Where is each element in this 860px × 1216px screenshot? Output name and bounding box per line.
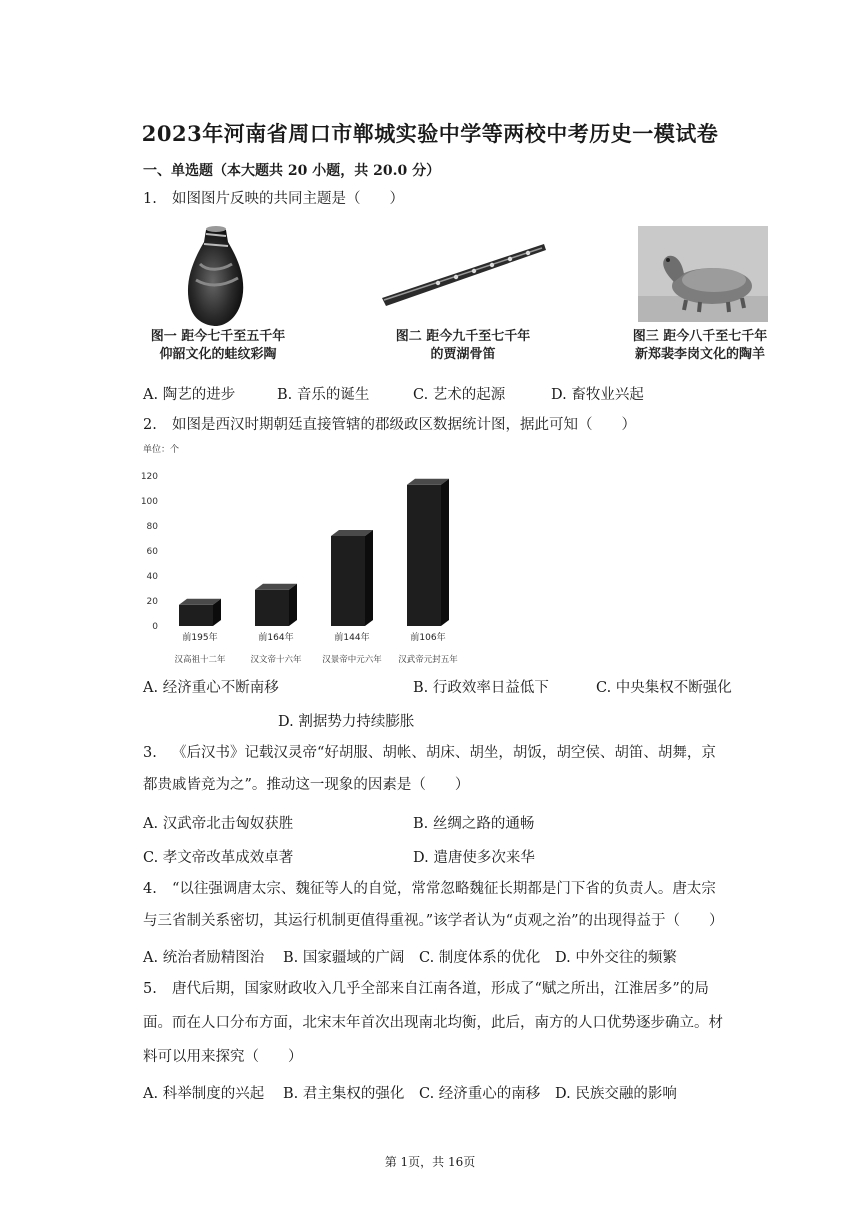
bar-side-face (441, 479, 449, 626)
figure-3-caption (618, 328, 782, 364)
q3-option-a[interactable]: A. 汉武帝北击匈奴获胜 (143, 816, 294, 832)
q2-option-d[interactable]: D. 割据势力持续膨胀 (278, 714, 415, 730)
y-tick-label: 20 (146, 597, 158, 607)
q3-option-b[interactable]: B. 丝绸之路的通畅 (413, 816, 535, 832)
bar-side-face (365, 530, 373, 626)
bar-side-face (289, 584, 297, 626)
section-heading: 一、单选题（本大题共 20 小题，共 20.0 分） (143, 163, 441, 179)
figure-2-caption-line1: 图二 距今九千至七千年 (395, 329, 531, 344)
bar (255, 590, 289, 626)
x-tick-label: 前106年 (410, 633, 446, 643)
x-sublabel: 汉文帝十六年 (250, 655, 302, 665)
x-sublabel: 汉武帝元封五年 (398, 655, 458, 665)
q4-option-b[interactable]: B. 国家疆域的广阔 (283, 950, 405, 966)
question-2-stem: 如图是西汉时期朝廷直接管辖的郡级政区数据统计图，据此可知（ ） (172, 417, 636, 433)
question-1-number: 1. (143, 191, 157, 207)
y-tick-label: 40 (146, 572, 158, 582)
y-tick-label: 80 (146, 522, 158, 532)
question-3-line2: 都贵戚皆竞为之”。推动这一现象的因素是（ ） (143, 777, 470, 793)
bar (331, 536, 365, 626)
question-1-stem: 如图图片反映的共同主题是（ ） (172, 191, 404, 207)
figure-2-caption-line2: 的贾湖骨笛 (430, 347, 496, 362)
bar-chart (130, 440, 490, 672)
figure-1-caption-line1: 图一 距今七千至五千年 (150, 329, 286, 344)
q5-option-b[interactable]: B. 君主集权的强化 (283, 1086, 405, 1102)
x-tick-label: 前164年 (258, 633, 294, 643)
q4-option-c[interactable]: C. 制度体系的优化 (419, 950, 541, 966)
question-5-line3: 料可以用来探究（ ） (143, 1049, 303, 1065)
bar-chart-svg (130, 440, 490, 672)
q3-option-d[interactable]: D. 遣唐使多次来华 (413, 850, 535, 866)
y-tick-label: 100 (140, 497, 158, 507)
q5-option-a[interactable]: A. 科举制度的兴起 (143, 1086, 265, 1102)
question-5-line2: 面。而在人口分布方面，北宋末年首次出现南北均衡，此后，南方的人口优势逐步确立。材 (143, 1015, 723, 1031)
page-title: 2023年河南省周口市郸城实验中学等两校中考历史一模试卷 (141, 121, 719, 146)
pottery-sheep-image (638, 226, 768, 322)
question-3-number: 3. (143, 745, 157, 761)
figure-2-caption (380, 328, 546, 364)
page-footer: 第 1页，共 16页 (384, 1155, 476, 1169)
question-4-line1: “以往强调唐太宗、魏征等人的自觉，常常忽略魏征长期都是门下省的负责人。唐太宗 (172, 881, 716, 897)
q1-option-d[interactable]: D. 畜牧业兴起 (551, 387, 644, 403)
q3-option-c[interactable]: C. 孝文帝改革成效卓著 (143, 850, 294, 866)
x-tick-label: 前144年 (334, 633, 370, 643)
q2-option-a[interactable]: A. 经济重心不断南移 (143, 680, 279, 696)
y-tick-label: 0 (152, 622, 158, 632)
figure-1-caption (138, 328, 298, 364)
figure-3-caption-line2: 新郑裴李岗文化的陶羊 (634, 347, 765, 362)
bone-flute-image (378, 236, 548, 310)
x-sublabel: 汉景帝中元六年 (322, 655, 382, 665)
question-5-line1: 唐代后期，国家财政收入几乎全部来自江南各道，形成了“赋之所出，江淮居多”的局 (172, 981, 709, 997)
y-tick-label: 120 (140, 472, 158, 482)
question-4-number: 4. (143, 881, 157, 897)
bar (179, 605, 213, 626)
x-sublabel: 汉高祖十二年 (174, 655, 226, 665)
q4-option-a[interactable]: A. 统治者励精图治 (143, 950, 265, 966)
q5-option-c[interactable]: C. 经济重心的南移 (419, 1086, 541, 1102)
question-3-line1: 《后汉书》记载汉灵帝“好胡服、胡帐、胡床、胡坐，胡饭，胡空侯、胡笛、胡舞，京 (172, 745, 716, 761)
q1-option-b[interactable]: B. 音乐的诞生 (277, 387, 370, 403)
q1-option-c[interactable]: C. 艺术的起源 (413, 387, 506, 403)
x-tick-label: 前195年 (182, 633, 218, 643)
q2-option-b[interactable]: B. 行政效率日益低下 (413, 680, 549, 696)
figure-1-caption-line2: 仰韶文化的蛙纹彩陶 (159, 347, 277, 362)
question-5-number: 5. (143, 981, 157, 997)
q1-option-a[interactable]: A. 陶艺的进步 (143, 387, 236, 403)
bar (407, 485, 441, 626)
y-tick-label: 60 (146, 547, 158, 557)
q2-option-c[interactable]: C. 中央集权不断强化 (596, 680, 732, 696)
painted-pottery-image (182, 224, 250, 328)
chart-unit-label: 单位：个 (143, 445, 180, 455)
q4-option-d[interactable]: D. 中外交往的频繁 (555, 950, 677, 966)
question-4-line2: 与三省制关系密切，其运行机制更值得重视。”该学者认为“贞观之治”的出现得益于（ ） (143, 913, 724, 929)
q5-option-d[interactable]: D. 民族交融的影响 (555, 1086, 677, 1102)
figure-3-caption-line1: 图三 距今八千至七千年 (632, 329, 768, 344)
question-2-number: 2. (143, 417, 157, 433)
